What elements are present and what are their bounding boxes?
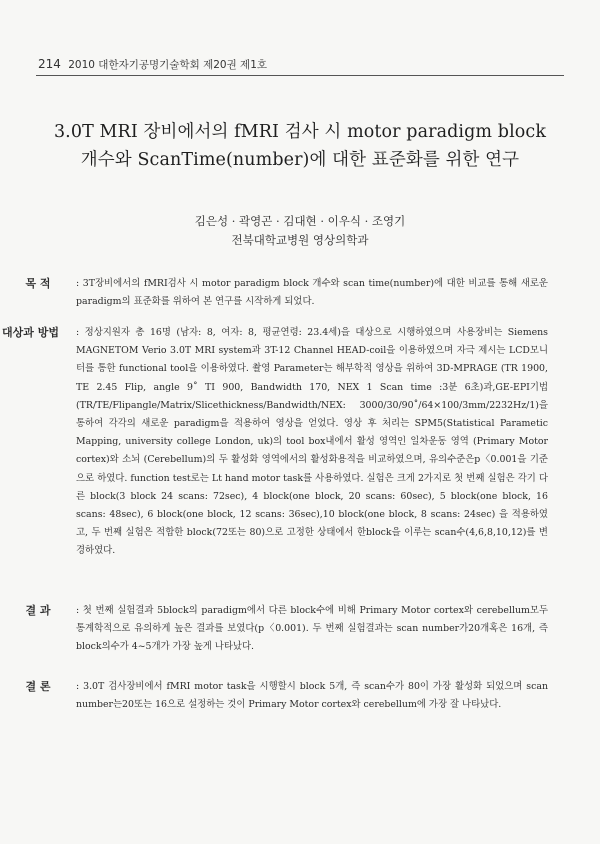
section-label: 결 과 bbox=[25, 604, 51, 617]
section-text: : 3.0T 검사장비에서 fMRI motor task을 시행할시 block 5개, 즉 scan수가 80이 가장 활성화 되었으며 scan number는20또는 16으로 설정하는 것이 Primary Motor cortex와 cerebellum에 가장 잘 나타났다. bbox=[76, 681, 548, 711]
author-affiliation: 전북대학교병원 영상의학과 bbox=[231, 233, 369, 247]
title-line-1: 3.0T MRI 장비에서의 fMRI 검사 시 motor paradigm block bbox=[53, 122, 547, 142]
paper-title bbox=[30, 118, 570, 174]
section-label: 대상과 방법 bbox=[2, 326, 59, 339]
section-label: 목 적 bbox=[25, 277, 51, 290]
section-methods bbox=[2, 324, 548, 561]
header-rule bbox=[36, 75, 564, 76]
running-header bbox=[38, 57, 267, 72]
section-conclusion bbox=[25, 678, 548, 714]
section-text: : 3T장비에서의 fMRI검사 시 motor paradigm block 개수와 scan time(number)에 대한 비교를 통해 새로운 paradigm의 표준화를 위하여 본 연구를 시작하게 되었다. bbox=[76, 278, 548, 308]
author-names: 김은성 · 곽영곤 · 김대현 · 이우식 · 조영기 bbox=[194, 214, 406, 228]
page-number: 214 bbox=[38, 57, 61, 71]
section-label: 결 론 bbox=[25, 680, 51, 693]
section-text: : 정상지원자 총 16명 (남자: 8, 여자: 8, 평균연령: 23.4세)을 대상으로 시행하였으며 사용장비는 Siemens MAGNETOM Verio 3.0T MRI system과 3T-12 Channel HEAD-coil을 이용하였으며 자극 제시는 LCD모니터를 통한 functional tool을 이용하였다. 촬영 Parameter는 해부학적 영상을 위하여 3D-MPRAGE (TR 1900, TE 2.45 Flip, angle 9˚ TI 900, Bandwidth 170, NEX 1 Scan time :3분 6초)과,GE-EPI기법 (TR/TE/Flipangle/Matrix/Slicethickness/Bandwidth/NEX: 3000/30/90˚/64×100/3mm/2232Hz/1)을 통하여 각각의 새로운 paradigm을 적용하여 영상을 얻었다. 영상 후 처리는 SPM5(Statistical Parametic Mapping, university college London, uk)의 tool box내에서 활성 영역인 일차운동 영역 (Primary Motor cortex)와 소뇌 (Cerebellum)의 두 활성화 영역에서의 활성화용적을 비교하였으며, 유의수준은p〈0.001을 기준으로 하였다. function test로는 Lt hand motor task를 사용하였다. 실험은 크게 2가지로 첫 번째 실험은 각기 다른 block(3 block 24 scans: 72sec), 4 block(one block, 20 scans: 60sec), 5 block(one block, 16 scans: 48sec), 6 block(one block, 12 scans: 36sec),10 block(one block, 8 scans: 24sec) 을 적용하였고, 두 번째 실험은 적합한 block(72또는 80)으로 고정한 상태에서 한block을 이루는 scan수(4,6,8,10,12)를 변경하였다. bbox=[76, 327, 548, 557]
section-purpose bbox=[25, 275, 548, 311]
author-block bbox=[0, 212, 600, 250]
journal-name: 2010 대한자기공명기술학회 제20권 제1호 bbox=[68, 59, 268, 71]
section-text: : 첫 번째 실험결과 5block의 paradigm에서 다른 block수에 비해 Primary Motor cortex와 cerebellum모두 통계학적으로 유의하게 높은 결과를 보였다(p〈0.001). 두 번째 실험결과는 scan number가20개혹은 16개, 즉 block의수가 4~5개가 가장 높게 나타났다. bbox=[76, 605, 548, 653]
section-results bbox=[25, 602, 548, 657]
title-line-2: 개수와 ScanTime(number)에 대한 표준화를 위한 연구 bbox=[80, 150, 520, 170]
